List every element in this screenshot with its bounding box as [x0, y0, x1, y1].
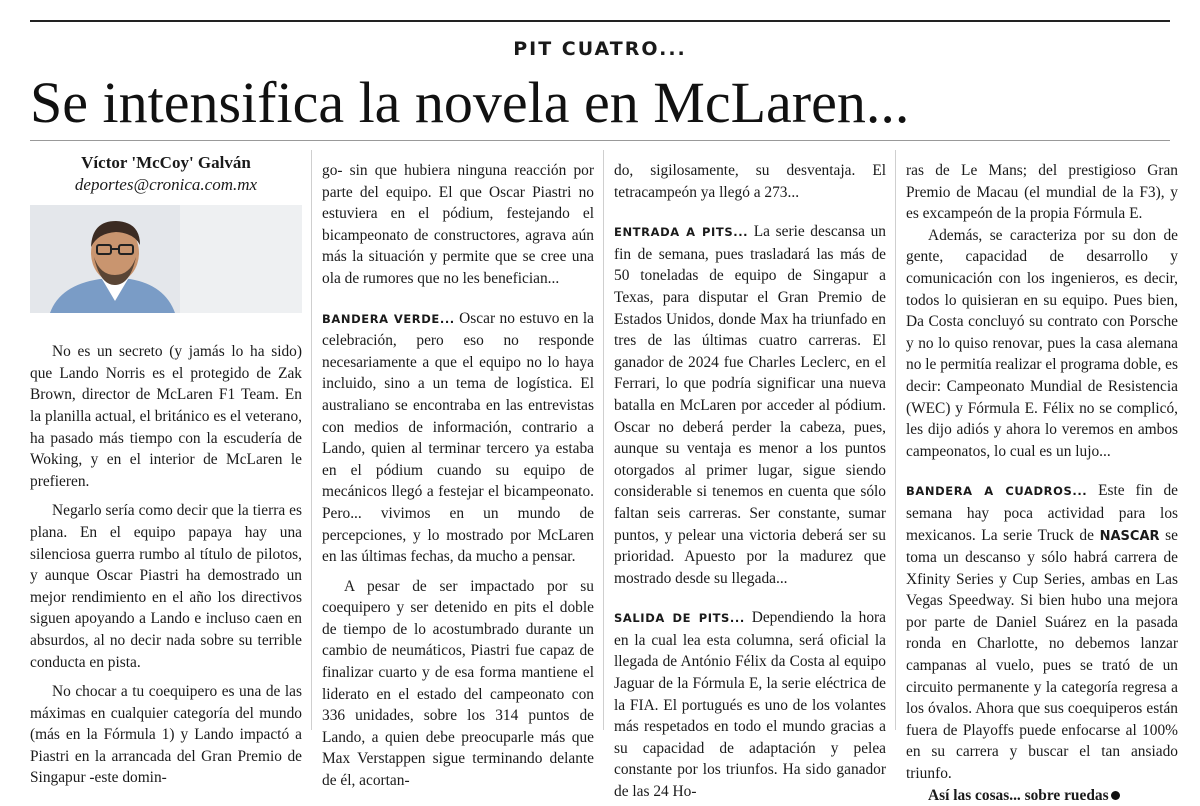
section-text: Este fin de semana hay poca actividad para los mexicanos. La serie Truck de — [906, 482, 1178, 544]
author-portrait-icon — [30, 205, 302, 313]
column-divider — [603, 150, 604, 730]
section-text: La serie descansa un fin de semana, pues trasladará las más de 50 toneladas de equipo de Singapur a Texas, para disputar el Gran Premio de Estados Unidos, donde Max ha triunfado en tres de las últimas cuatro carreras. El ganador de 2024 fue Charles Leclerc, en el Ferrari, lo que podría significar una nueva batalla en McLaren por acceder al pódium. Oscar no deberá perder la cabeza, pues, aunque su ventaja es menor a los puntos otorgados al primer lugar, sigue siendo considerable si tenemos en cuenta que sólo faltan seis carreras. Ser constante, sumar puntos, y pelear una victoria deberá ser su prioridad. Apuesto por la madurez que mostrado desde su llegada... — [614, 223, 887, 587]
column-4 — [906, 160, 1178, 804]
column-1 — [30, 150, 302, 787]
section-text: Dependiendo la hora en la cual lea esta columna, será oficial la llegada de António Félix da Costa al equipo Jaguar de la Fórmula E, la serie eléctrica de la FIA. El portugués es uno de los volantes más respetados en todo el mundo gracias a su capacidad de adaptación y pelea constante por los triunfos. Ha sido ganador de las 24 Ho- — [614, 609, 886, 801]
paragraph: Negarlo sería como decir que la tierra es plana. En el equipo papaya hay una silenciosa guerra rumbo al título de pilotos, y aunque Oscar Piastri ha demostrado un mejor rendimiento en el año los directivos siguen apoyando a Lando e incluso caen en absurdos, al no decir nada sobre su terrible conducta en pista. — [30, 502, 302, 671]
paragraph: go- sin que hubiera ninguna reacción por parte del equipo. El que Oscar Piastri no estuviera en el pódium, festejando el bicampeonato de constructores, agrava aún más la situación y permite que se cree una ola de rumores que no les benefician... — [322, 162, 594, 287]
paragraph: ras de Le Mans; del prestigioso Gran Premio de Macau (el mundial de la F3), y es excampeón de la propia Fórmula E. — [906, 162, 1178, 223]
column-divider — [311, 150, 312, 730]
column-3 — [614, 160, 887, 801]
column-2 — [322, 160, 594, 790]
paragraph: A pesar de ser impactado por su coequipero y ser detenido en pits el doble de tiempo de lo acostumbrado durante un cambio de neumáticos, Piastri fue capaz de finalizar cuarto y de esa forma mantiene el liderato en el estado del campeonato con 336 unidades, sobre los 314 puntos de Lando, a quien debe preocuparle más que Max Verstappen sigue terminando delante de él, acortan- — [322, 577, 594, 790]
top-rule — [30, 20, 1170, 22]
author-photo — [30, 205, 302, 313]
nascar-brand: NASCAR — [1099, 528, 1160, 544]
author-name: Víctor 'McCoy' Galván — [81, 153, 251, 172]
closing-text: Así las cosas... sobre ruedas — [928, 786, 1109, 804]
closing-line — [906, 785, 1178, 806]
section-head: SALIDA DE PITS... — [614, 611, 745, 626]
section-head: BANDERA A CUADROS... — [906, 484, 1088, 499]
paragraph: No es un secreto (y jamás lo ha sido) que Lando Norris es el protegido de Zak Brown, director de McLaren F1 Team. En la planilla actual, el británico es el veterano, ha pasado más tiempo con la escudería de Woking, y en el interior de McLaren le prefieren. — [30, 343, 302, 490]
section-kicker: PIT CUATRO... — [513, 38, 687, 60]
author-email[interactable]: deportes@cronica.com.mx — [74, 174, 258, 194]
section-text: Oscar no estuvo en la celebración, pero eso no responde necesariamente a que el equipo no lo haya incluido, sino a un tema de logística. El australiano se encontraba en las entrevistas con medios de información, contrario a Lando, quien al terminar tercero ya estaba en el pódium cuando su equipo de mecánicos llegó a festejar el bicampeonato. Pero... vivimos en un mundo de percepciones, y lo mostrado por McLaren en las últimas fechas, da mucho a pensar. — [322, 309, 594, 566]
column-divider — [895, 150, 896, 730]
end-dot-icon — [1111, 791, 1120, 800]
paragraph: do, sigilosamente, su desventaja. El tetracampeón ya llegó a 273... — [614, 162, 886, 201]
headline: Se intensifica la novela en McLaren... — [30, 70, 910, 135]
paragraph: No chocar a tu coequipero es una de las máximas en cualquier categoría del mundo (más en la Fórmula 1) y Lando impactó a Piastri en la arrancada del Gran Premio de Singapur -este domin- — [30, 683, 302, 787]
section-head: ENTRADA A PITS... — [614, 225, 749, 240]
section-entrada-a-pits — [614, 221, 886, 589]
section-head: BANDERA VERDE... — [322, 311, 455, 326]
section-text: se toma un descanso y sólo habrá carrera de Xfinity Series y Cup Series, ambas en Las Vegas Speedway. Si bien hubo una mejora por parte de Daniel Suárez en la pasada ronda en Charlotte, no debemos lanzar campanas al vuelo, pues se trató de un circuito permanente y la categoría regresa a los óvalos. Ahora que sus coequiperos están fuera de Playoffs puede enfocarse al 100% en su carrera y buscar el tan ansiado triunfo. — [906, 526, 1178, 783]
section-bandera-verde — [322, 308, 594, 568]
headline-rule — [30, 140, 1170, 141]
section-salida-de-pits — [614, 607, 886, 802]
paragraph: Además, se caracteriza por su don de gente, capacidad de desarrollo y comunicación con los ingenieros, es decir, todos lo quisieran en su equipo. Pues bien, Da Costa concluyó su contrato con Porsche y no lo quiso renovar, pues la casa alemana no le permitía realizar el programa doble, es decir: Campeonato Mundial de Resistencia (WEC) y Fórmula E. Félix no se complicó, les dijo adiós y ahora lo veremos en ambos campeonatos, lo cual es un lujo... — [906, 226, 1178, 460]
section-bandera-a-cuadros — [906, 480, 1178, 784]
